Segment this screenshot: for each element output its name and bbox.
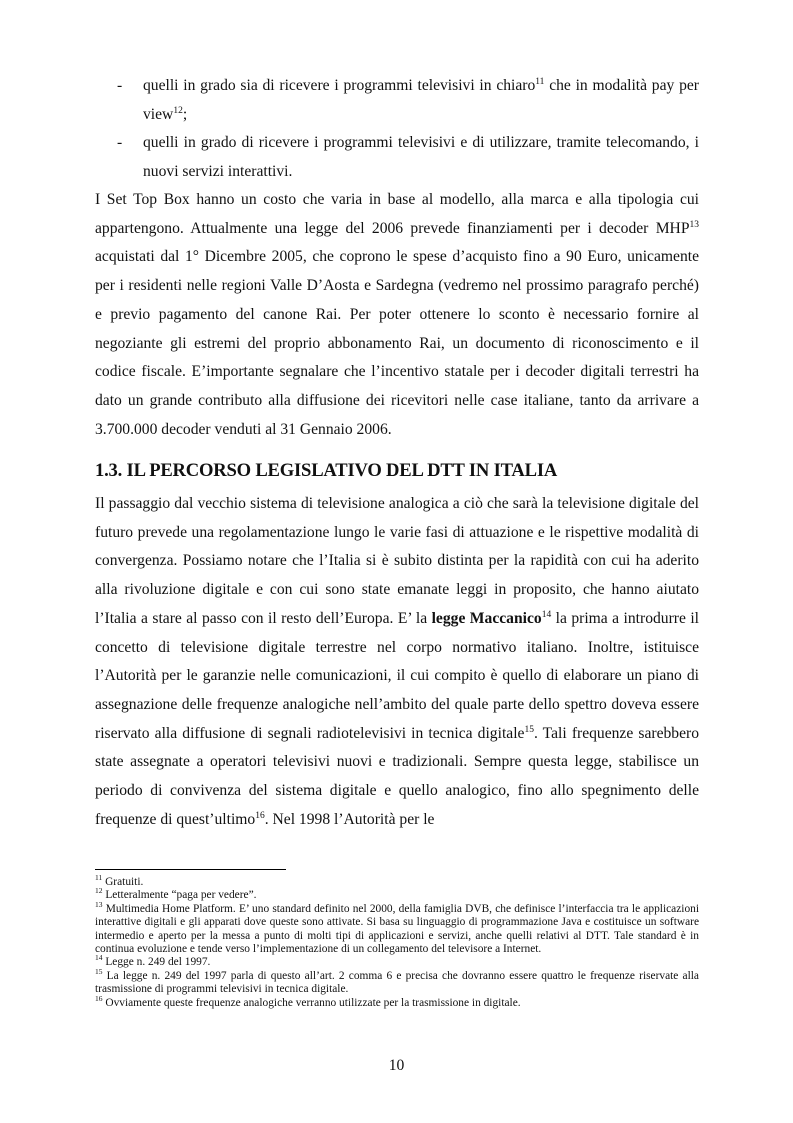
footnote-number: 12 bbox=[95, 886, 103, 896]
footnote-number: 15 bbox=[95, 967, 103, 977]
footnotes bbox=[95, 873, 699, 1010]
footnote-ref: 14 bbox=[541, 609, 552, 620]
paragraph-text: . Tali frequenze sarebbero state assegnate a operatori televisivi nuovi e tradizionali. Sempre questa legge, stabilisce un periodo di convivenza del sistema digitale e quello analogico, fino allo spegnimento delle frequenze di quest’ultimo bbox=[95, 724, 699, 828]
footnote-ref: 15 bbox=[524, 724, 534, 735]
paragraph-text: Il passaggio dal vecchio sistema di televisione analogica a ciò che sarà la televisione digitale del futuro prevede una regolamentazione lungo le varie fasi di attuazione e le rispettive modalità di convergenza. Possiamo notare che l’Italia si è subito distinta per la rapidità con cui ha aderito alla rivoluzione digitale e con cui sono state emanate leggi in proposito, che hanno aiutato l’Italia a stare al passo con il resto dell’Europa. E’ la bbox=[95, 495, 699, 627]
footnote-text: Letteralmente “paga per vedere”. bbox=[102, 889, 257, 902]
paragraph-legislative bbox=[95, 490, 699, 834]
footnote-number: 14 bbox=[95, 953, 103, 963]
bullet-item bbox=[95, 72, 699, 129]
footnote-text: La legge n. 249 del 1997 parla di questo all’art. 2 comma 6 e precisa che dovranno essere quattro le frequenze riservate alla trasmissione di programmi televisivi in tecnica digitale. bbox=[95, 969, 699, 996]
section-heading: 1.3. IL PERCORSO LEGISLATIVO DEL DTT IN ITALIA bbox=[95, 460, 558, 481]
footnote-text: Ovviamente queste frequenze analogiche verranno utilizzate per la trasmissione in digitale. bbox=[102, 996, 521, 1009]
footnote-ref: 16 bbox=[255, 810, 265, 821]
paragraph-text: la prima a introdurre il concetto di televisione digitale terrestre nel corpo normativo italiano. Inoltre, istituisce l’Autorità per le garanzie nelle comunicazioni, il cui compito è quello di elaborare un piano di assegnazione delle frequenze analogiche nell’ambito del quale parte dello spettro doveva essere riservato alla diffusione di segnali radiotelevisivi in tecnica digitale bbox=[95, 609, 700, 742]
footnote-number: 16 bbox=[95, 993, 103, 1003]
footnote bbox=[95, 886, 699, 902]
footnote bbox=[95, 993, 699, 1010]
bullet-text: ; bbox=[182, 105, 188, 123]
bullet-text: quelli in grado sia di ricevere i programmi televisivi in chiaro bbox=[143, 77, 536, 94]
footnote-separator bbox=[95, 869, 286, 870]
paragraph-text: . Nel 1998 l’Autorità per le bbox=[264, 810, 435, 828]
paragraph-text: I Set Top Box hanno un costo che varia in base al modello, alla marca e alla tipologia cui appartengono. Attualmente una legge del 2006 prevede finanziamenti per i decoder MHP bbox=[95, 191, 699, 237]
footnote-ref: 12 bbox=[173, 105, 183, 116]
paragraph-set-top-box bbox=[95, 186, 699, 444]
footnote-ref: 13 bbox=[689, 219, 699, 230]
footnote bbox=[95, 900, 699, 957]
footnote-text: Gratuiti. bbox=[102, 876, 144, 888]
footnote bbox=[95, 967, 699, 997]
footnote-number: 13 bbox=[95, 900, 103, 910]
footnote bbox=[95, 873, 699, 889]
footnote-text: Multimedia Home Platform. E’ uno standard definito nel 2000, della famiglia DVB, che definisce l’interfaccia tra le applicazioni interattive digitali e gli apparati dove queste sono attivate. Si basa su linguaggio di programmazione Java e costituisce un software intermedio e aperto per la messa a punto di molti tipi di applicazioni e servizi, anche quelli relativi al DTT. Tale standard è in continua evoluzione e tende verso l’implementazione di un collegamento del televisore a Internet. bbox=[95, 902, 699, 956]
bullet-dash: - bbox=[117, 77, 123, 94]
footnote bbox=[95, 953, 699, 969]
bullet-text: che in modalità pay per view bbox=[143, 77, 699, 123]
footnote-ref: 11 bbox=[535, 76, 545, 87]
footnote-number: 11 bbox=[95, 873, 103, 883]
law-name: legge Maccanico bbox=[431, 609, 542, 627]
footnote-text: Legge n. 249 del 1997. bbox=[102, 956, 211, 969]
bullet-item bbox=[95, 129, 699, 186]
bullet-list bbox=[95, 72, 699, 187]
bullet-dash: - bbox=[117, 134, 123, 152]
bullet-text: quelli in grado di ricevere i programmi televisivi e di utilizzare, tramite telecomando, i nuovi servizi interattivi. bbox=[143, 134, 699, 181]
paragraph-text: acquistati dal 1° Dicembre 2005, che coprono le spese d’acquisto fino a 90 Euro, unicamente per i residenti nelle regioni Valle D’Aosta e Sardegna (vedremo nel prossimo paragrafo perché) e previo pagamento del canone Rai. Per poter ottenere lo sconto è necessario fornire al negoziante gli estremi del proprio abbonamento Rai, un documento di riconoscimento e il codice fiscale. E’importante segnalare che l’incentivo statale per i decoder digitali terrestri ha dato un grande contributo alla diffusione dei ricevitori nelle case italiane, tanto da arrivare a 3.700.000 decoder venduti al 31 Gennaio 2006. bbox=[95, 248, 699, 438]
page-number: 10 bbox=[388, 1057, 405, 1074]
